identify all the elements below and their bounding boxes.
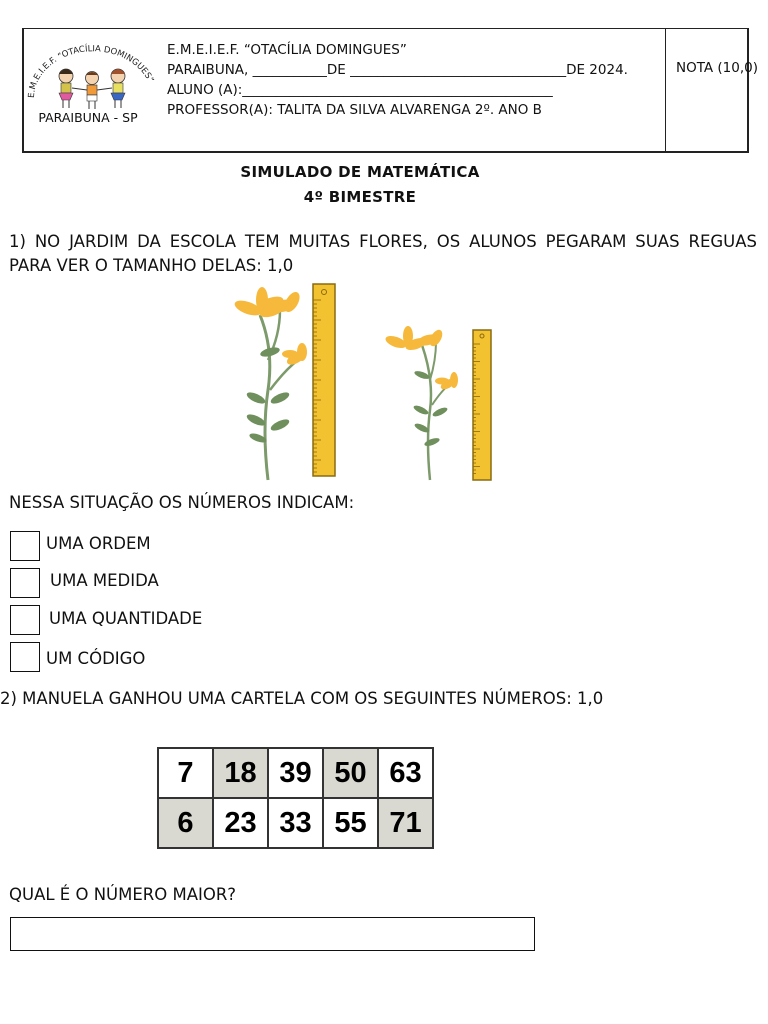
number-card xyxy=(157,747,434,849)
school-name: E.M.E.I.E.F. “OTACÍLIA DOMINGUES” xyxy=(167,42,407,58)
option-label-codigo: UM CÓDIGO xyxy=(46,649,146,668)
flowers-rulers-illustration xyxy=(210,280,510,485)
card-cell: 6 xyxy=(159,799,212,847)
card-cell: 50 xyxy=(324,749,377,797)
option-checkbox-quantidade[interactable] xyxy=(10,605,40,635)
option-label-ordem: UMA ORDEM xyxy=(46,534,151,553)
logo-caption: PARAIBUNA - SP xyxy=(38,110,138,125)
card-cell: 18 xyxy=(214,749,267,797)
page-subtitle: 4º BIMESTRE xyxy=(303,188,417,206)
ruler-icon xyxy=(313,284,335,476)
child-figure-icon xyxy=(111,69,125,108)
option-checkbox-ordem[interactable] xyxy=(10,531,40,561)
flower-icon xyxy=(233,287,307,480)
question-2-text: 2) MANUELA GANHOU UMA CARTELA COM OS SEGUINTES NÚMEROS: 1,0 xyxy=(0,689,604,708)
school-logo xyxy=(24,36,159,116)
logo-arc-text: E.M.E.I.E.F. “OTACÍLIA DOMINGUES” xyxy=(26,44,156,99)
card-cell: 23 xyxy=(214,799,267,847)
page-title: SIMULADO DE MATEMÁTICA xyxy=(240,163,480,181)
child-figure-icon xyxy=(86,72,99,110)
date-line[interactable]: PARAIBUNA, ___________DE ________________________________DE 2024. xyxy=(167,62,628,78)
card-cell: 63 xyxy=(379,749,432,797)
question-2-prompt: QUAL É O NÚMERO MAIOR? xyxy=(9,885,237,904)
answer-field[interactable] xyxy=(10,917,535,951)
card-cell: 71 xyxy=(379,799,432,847)
card-cell: 39 xyxy=(269,749,322,797)
child-figure-icon xyxy=(59,69,73,108)
ruler-icon xyxy=(473,330,491,480)
option-checkbox-medida[interactable] xyxy=(10,568,40,598)
card-cell: 7 xyxy=(159,749,212,797)
grade-label: NOTA (10,0) xyxy=(675,60,759,76)
flower-icon xyxy=(384,326,458,480)
card-cell: 55 xyxy=(324,799,377,847)
student-name-line[interactable]: ALUNO (A):______________________________________________ xyxy=(167,82,553,98)
question-1-prompt: NESSA SITUAÇÃO OS NÚMEROS INDICAM: xyxy=(9,493,355,512)
teacher-line: PROFESSOR(A): TALITA DA SILVA ALVARENGA 2º. ANO B xyxy=(167,102,542,118)
question-1-text: 1) NO JARDIM DA ESCOLA TEM MUITAS FLORES, OS ALUNOS PEGARAM SUAS REGUAS PARA VER O TAMANHO DELAS: 1,0 xyxy=(9,232,757,275)
option-label-medida: UMA MEDIDA xyxy=(50,571,159,590)
option-label-quantidade: UMA QUANTIDADE xyxy=(49,609,203,628)
card-cell: 33 xyxy=(269,799,322,847)
option-checkbox-codigo[interactable] xyxy=(10,642,40,672)
